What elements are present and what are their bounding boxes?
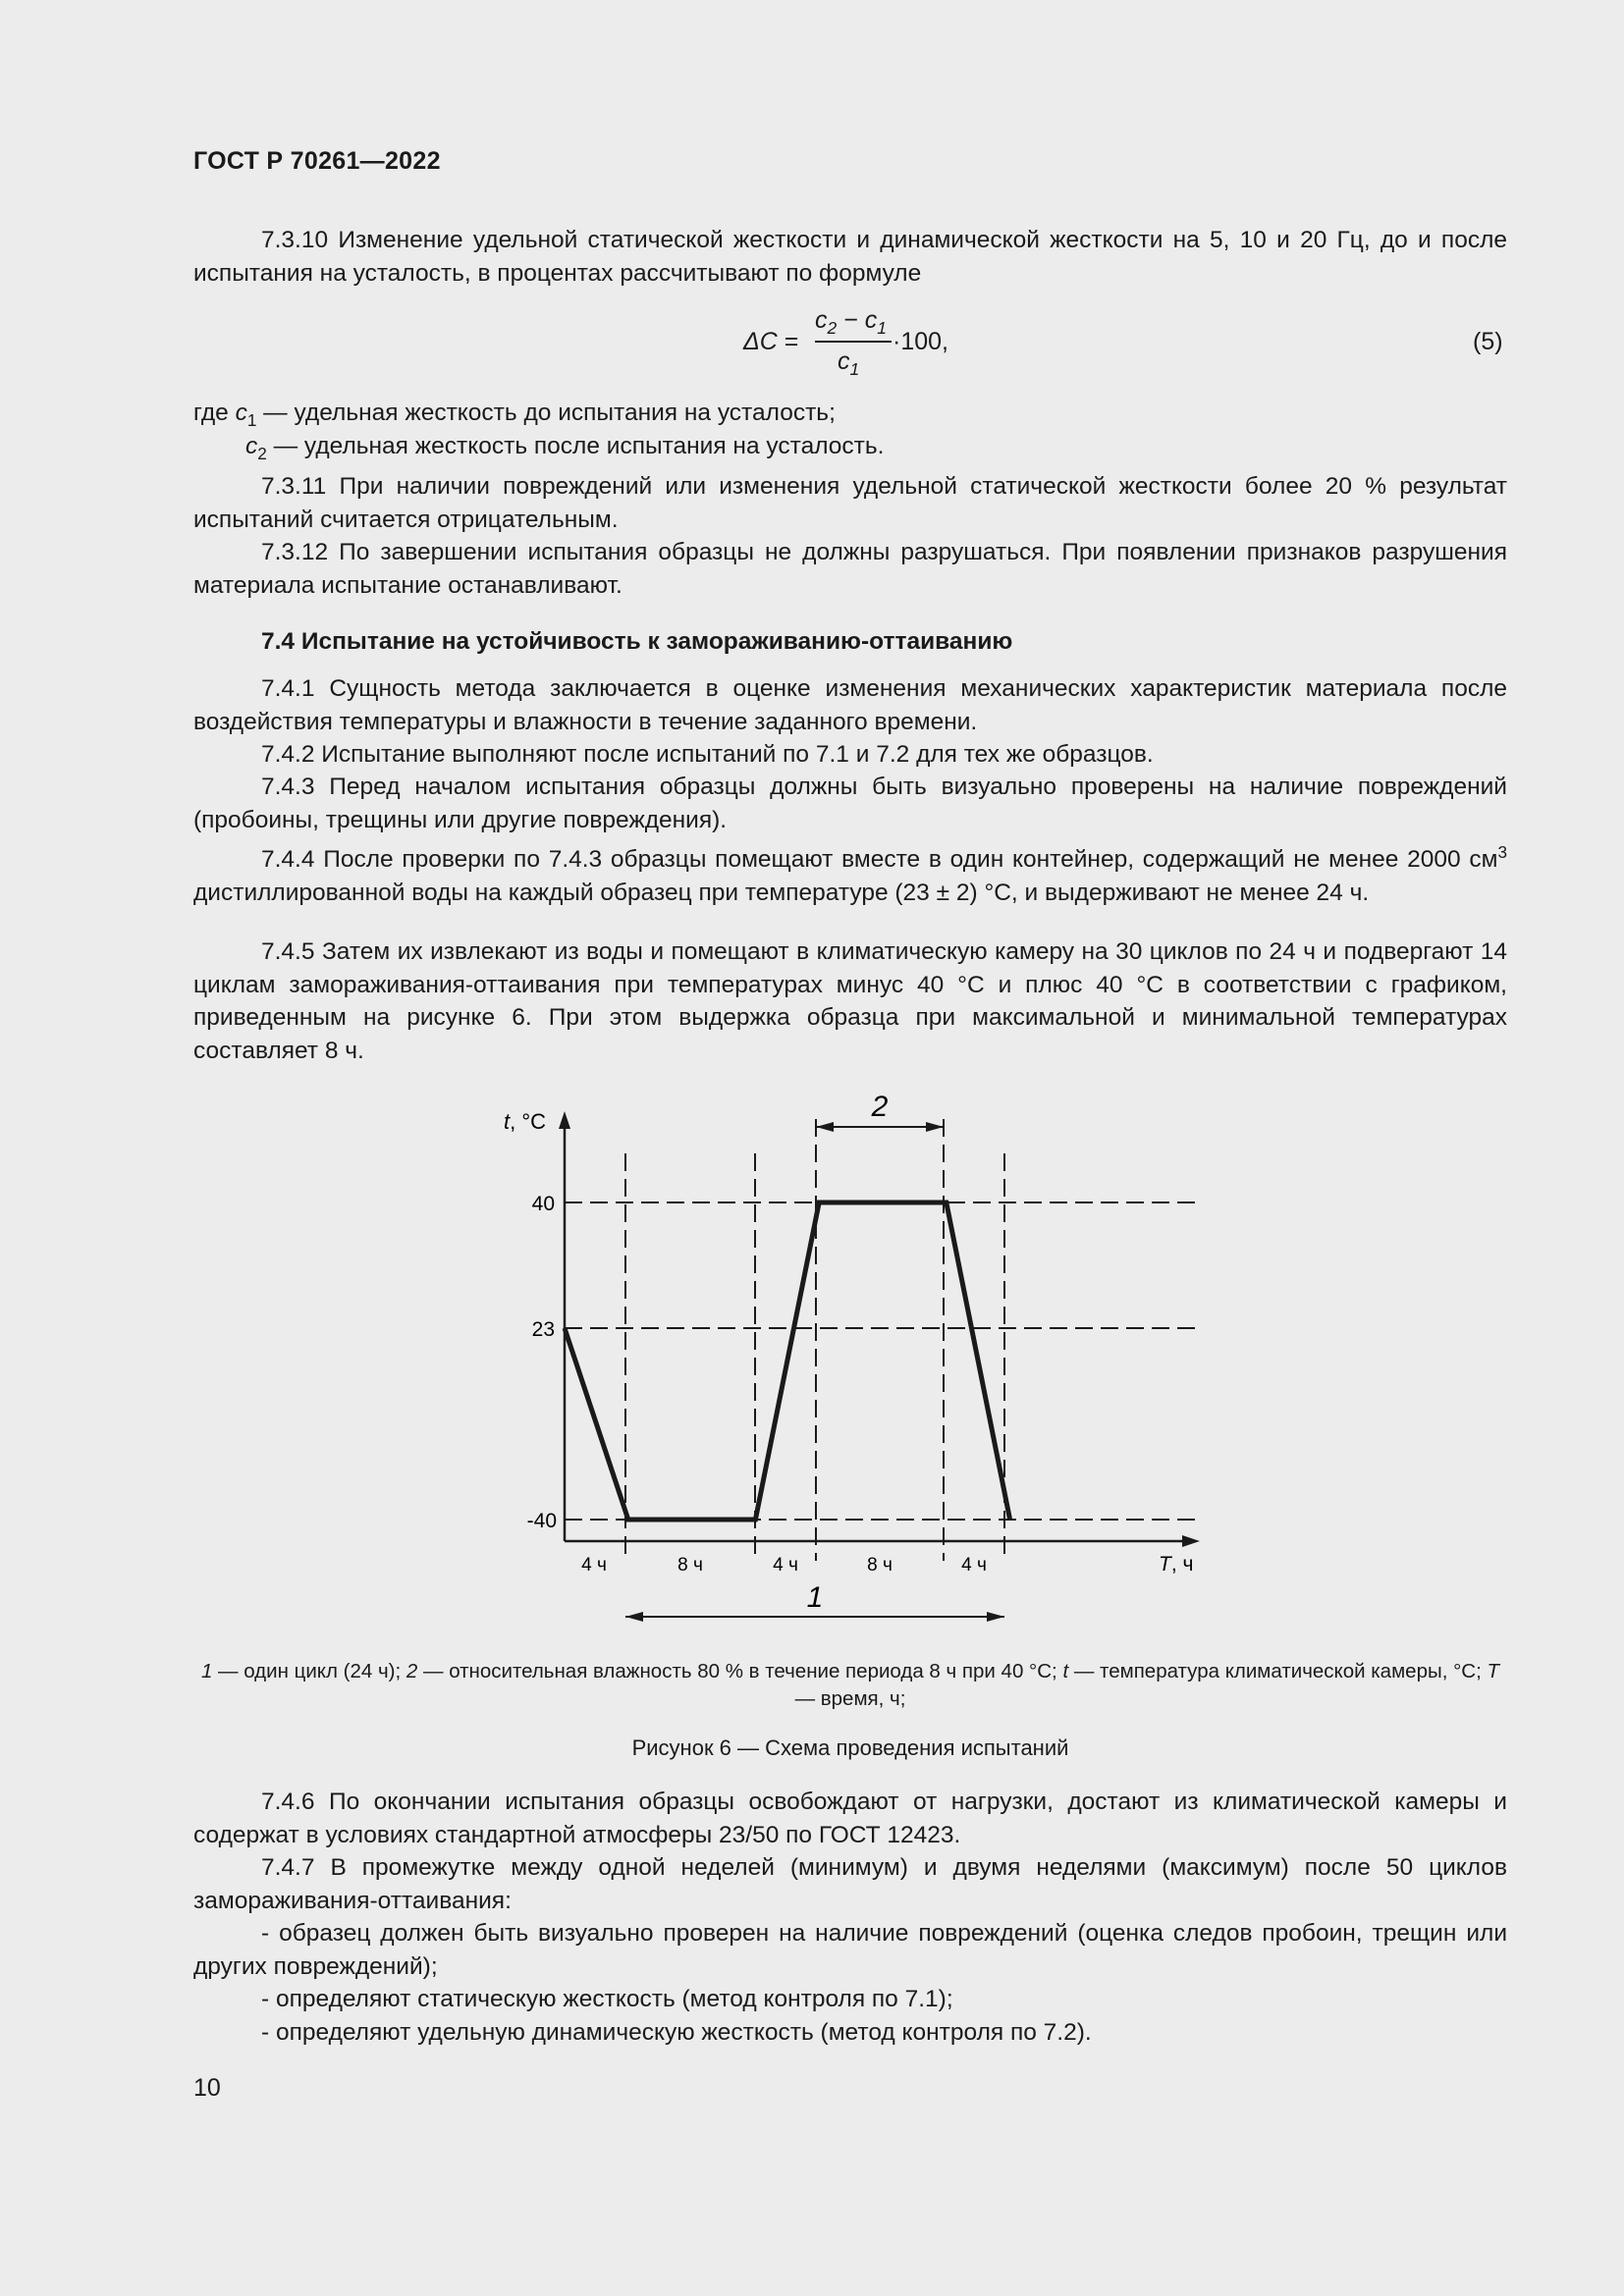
paragraph-7-4-2: 7.4.2 Испытание выполняют после испытаний по 7.1 и 7.2 для тех же образцов. (261, 741, 1154, 768)
dimension-arrow-left (816, 1122, 834, 1132)
x-segment-label: 8 ч (677, 1555, 703, 1575)
x-axis-label: T, ч (1159, 1553, 1194, 1575)
y-axis-arrow (559, 1111, 570, 1129)
where-c1: где $c_1$ — удельная жесткость до испытания на усталость; (193, 400, 836, 430)
dimension-arrow-right (926, 1122, 944, 1132)
marker-1-label: 1 (806, 1581, 824, 1614)
paragraph-7-4-4: 7.4.4 После проверки по 7.4.3 образцы помещают вместе в один контейнер, содержащий не менее 2000 $см^3$ дистиллированной воды на каждый образец при температуре (23 ± 2) °С, и выдерживают не менее 24 ч. (193, 842, 1507, 906)
fraction-bar (815, 341, 892, 343)
x-segment-label: 4 ч (581, 1555, 607, 1575)
document-header: ГОСТ Р 70261—2022 (193, 147, 441, 175)
marker-2-label: 2 (871, 1091, 889, 1123)
page-number: 10 (193, 2074, 221, 2102)
list-item: - образец должен быть визуально проверен на наличие повреждений (оценка следов пробоин, трещин или других повреждений); (193, 1920, 1507, 1980)
paragraph-7-4-3: 7.4.3 Перед началом испытания образцы должны быть визуально проверены на наличие повреждений (пробоины, трещины или другие повреждения). (193, 774, 1507, 833)
list-item: - определяют статическую жесткость (метод контроля по 7.1); (261, 1986, 953, 2012)
paragraph-7-3-12: 7.3.12 По завершении испытания образцы не должны разрушаться. При появлении признаков разрушения материала испытание останавливают. (193, 539, 1507, 599)
figure-6-chart (491, 1090, 1237, 1639)
where-c2: $c_2$ — удельная жесткость после испытания на усталость. (245, 433, 885, 463)
paragraph-7-4-6: 7.4.6 По окончании испытания образцы освобождают от нагрузки, достают из климатической камеры и содержат в условиях стандартной атмосферы 23/50 по ГОСТ 12423. (193, 1789, 1507, 1848)
figure-legend: 1 — один цикл (24 ч); 2 — относительная влажность 80 % в течение периода 8 ч при 40 °С; t — температура климатической камеры, °С; T — время, ч; (200, 1660, 1500, 1710)
formula-rhs: ·100, (893, 328, 948, 355)
figure-title: Рисунок 6 — Схема проведения испытаний (631, 1735, 1069, 1760)
x-segment-label: 8 ч (867, 1555, 893, 1575)
dimension-arrow-left (625, 1612, 643, 1622)
list-item: - определяют удельную динамическую жесткость (метод контроля по 7.2). (261, 2019, 1092, 2046)
paragraph-7-4-1: 7.4.1 Сущность метода заключается в оценке изменения механических характеристик материала после воздействия температуры и влажности в течение заданного времени. (193, 675, 1507, 735)
y-tick-minus-40: -40 (526, 1510, 557, 1532)
formula-denominator: $c_1$ (838, 347, 860, 379)
x-segment-label: 4 ч (961, 1555, 987, 1575)
x-segment-label: 4 ч (773, 1555, 798, 1575)
paragraph-7-4-5: 7.4.5 Затем их извлекают из воды и помещают в климатическую камеру на 30 циклов по 24 ч и подвергают 14 циклам замораживания-оттаивания при температурах минус 40 °С и плюс 40 °С в соответствии с графиком, приведенным на рисунке 6. При этом выдержка образца при максимальной и минимальной температурах составляет 8 ч. (193, 938, 1507, 1064)
paragraph-7-4-7: 7.4.7 В промежутке между одной неделей (минимум) и двумя неделями (максимум) после 50 циклов замораживания-оттаивания: (193, 1854, 1507, 1914)
y-tick-23: 23 (531, 1318, 555, 1341)
y-tick-40: 40 (531, 1193, 555, 1215)
dimension-arrow-right (987, 1612, 1004, 1622)
formula-number: (5) (1473, 328, 1503, 355)
paragraph-7-3-11: 7.3.11 При наличии повреждений или изменения удельной статической жесткости более 20 % результат испытаний считается отрицательным. (193, 473, 1507, 533)
x-axis-arrow (1182, 1535, 1200, 1547)
formula-lhs: ΔC = (743, 328, 799, 355)
formula-numerator: $c_2 - c_1$ (815, 306, 887, 338)
grid-lines (565, 1119, 1198, 1561)
section-heading-7-4: 7.4 Испытание на устойчивость к замораживанию-оттаиванию (261, 628, 1013, 655)
y-axis-label: t, °С (504, 1109, 547, 1134)
paragraph-7-3-10: 7.3.10 Изменение удельной статической жесткости и динамической жесткости на 5, 10 и 20 Гц, до и после испытания на усталость, в процентах рассчитывают по формуле (193, 227, 1507, 287)
